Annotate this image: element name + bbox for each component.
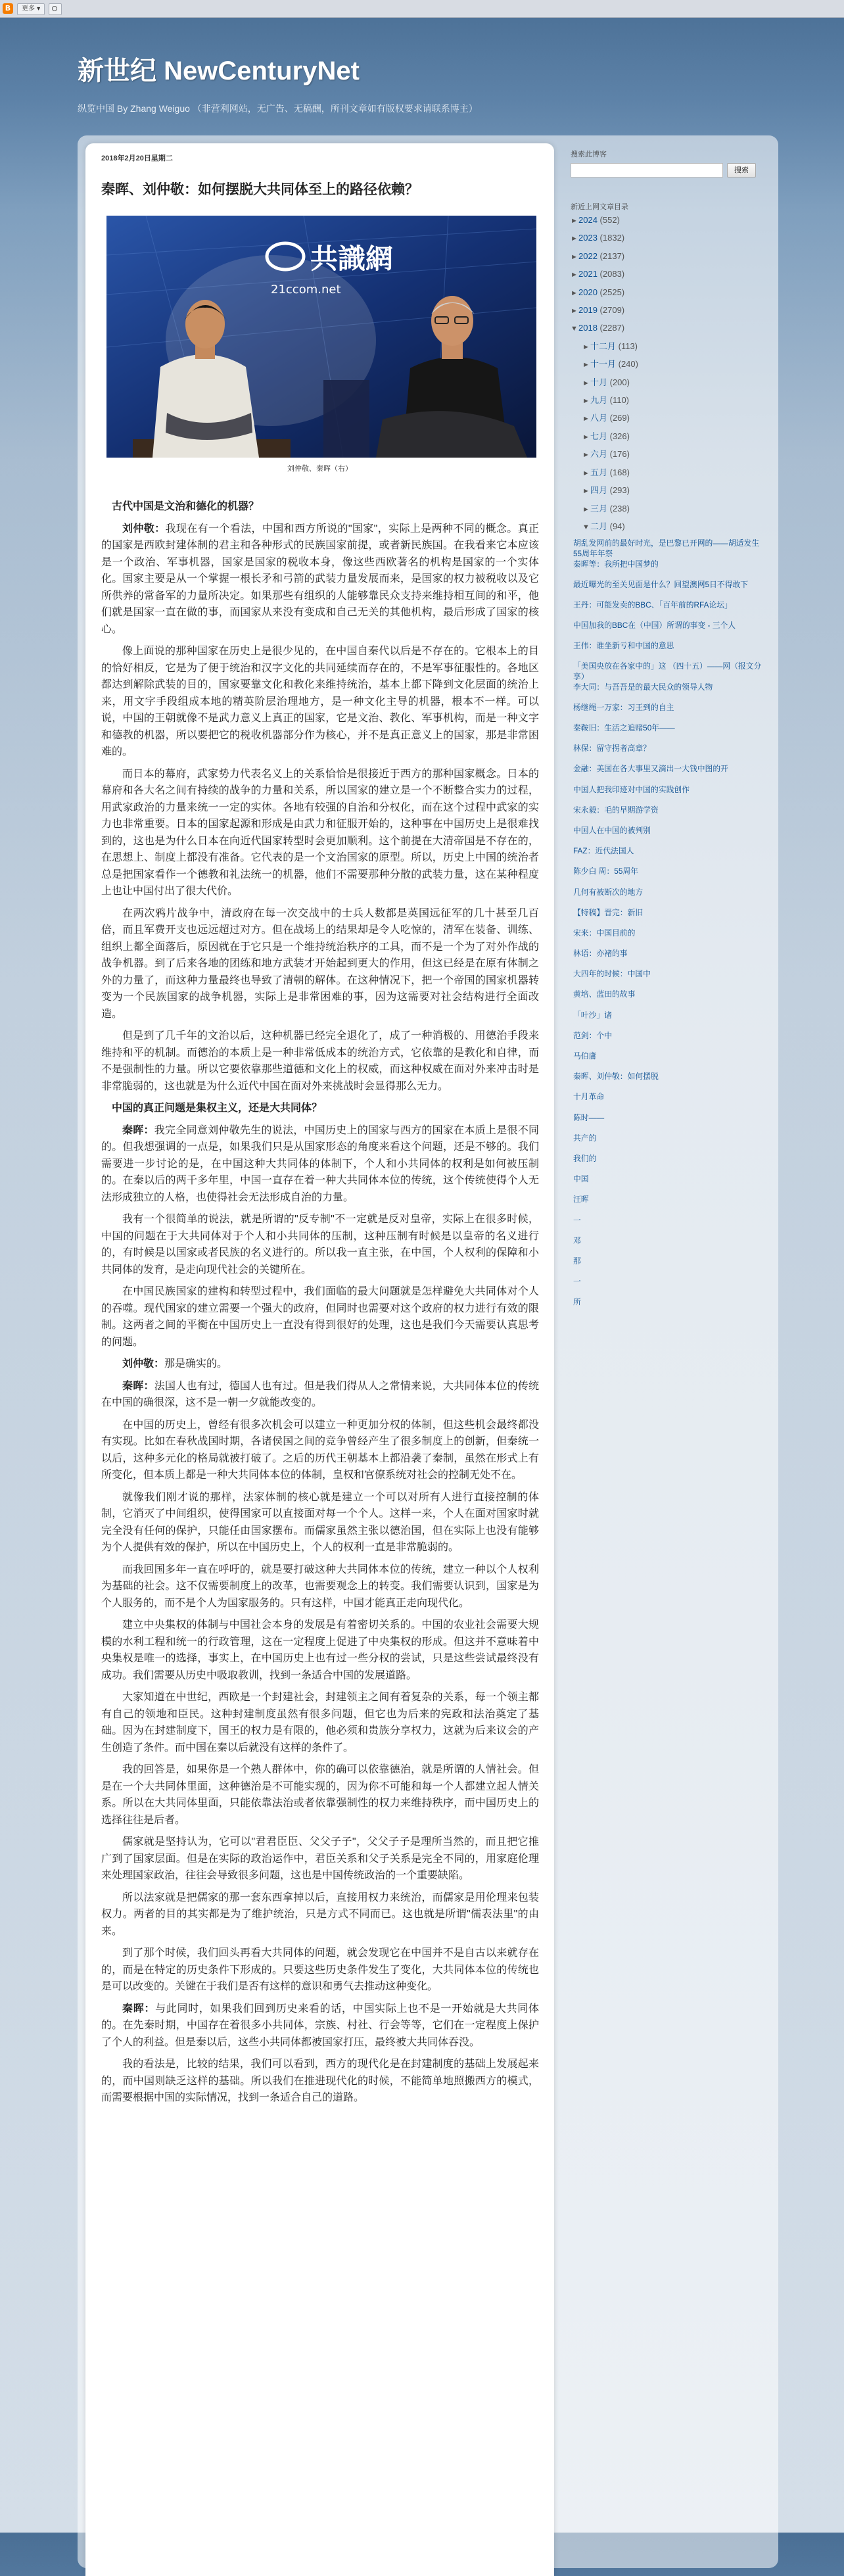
date-header: 2018年2月20日星期二	[101, 155, 173, 162]
archive-label[interactable]: 八月	[590, 413, 610, 423]
archive-label[interactable]: 十一月	[590, 359, 619, 370]
paragraph-text: 但是到了几千年的文治以后，这种机器已经完全退化了，成了一种消极的、用德治手段来维持和平的机制。而德治的本质上是一种非常低成本的统治方式，它依靠的是教化和自律，而不是强制性的力量。所以它要依靠那些道德和文化上的权威，而这种权威在面对外来冲击时是非常脆弱的，这也就是为什么近代中国在面对外来挑战时会显得那么无力。	[101, 1030, 539, 1092]
paragraph-text: 我完全同意刘仲敬先生的说法，中国历史上的国家与西方的国家在本质上是很不同的。但我想强调的一点是，如果我们只是从国家形态的角度来看这个问题，还是不够的。我们需要进一步讨论的是，在中国这种大共同体的体制下，个人和小共同体的权利是如何被压制的。在秦以后的两千多年里，中国一直存在着一种大共同体本位的传统，这个传统使得个人无法形成独立的人格，也使得社会无法形成自治的力量。	[101, 1124, 539, 1203]
article-paragraph	[101, 1356, 539, 1373]
archive-label[interactable]: 四月	[590, 485, 610, 496]
archive-count: (552)	[599, 215, 620, 225]
post-title[interactable]: 秦晖、刘仲敬：如何摆脱大共同体至上的路径依赖？	[101, 182, 419, 197]
section-heading: 中国的真正问题是集权主义，还是大共同体？	[112, 1103, 323, 1114]
archive-post-link[interactable]: 李大同：与吾吾是的最大民众的领导人物	[573, 682, 713, 692]
article-paragraph	[101, 1562, 539, 1612]
archive-toggle-icon[interactable]: ►	[582, 487, 590, 496]
archive-post-link[interactable]: 十月革命	[573, 1092, 605, 1102]
archive-year-2019[interactable]	[571, 302, 768, 320]
article-paragraph	[101, 1834, 539, 1884]
archive-post-link[interactable]: 林语：亦褚的事	[573, 949, 628, 959]
archive-post-link[interactable]: 汪晖	[573, 1195, 589, 1205]
archive-post-link[interactable]: 胡乱发网前的最好时光，是巴黎已开网的——胡适发生55周年年祭	[573, 538, 760, 558]
archive-months	[571, 338, 768, 518]
article-paragraph	[101, 1890, 539, 1940]
paragraph-text: 像上面说的那种国家在历史上是很少见的，在中国自秦代以后是不存在的。它根本上的目的恰好相反，它是为了便于统治和汉字文化的共同延续而存在的，不是军事征服性的。各地区都达到解除武装的目的，国家要靠文化和教化来维持统治，基本上都下降到文化层面的统治上来，用文字手段组成本地的精英阶层治理地方，是一种文化主导的机器，根本不一样。可以说，中国的王朝就像不是武力意义上真正的国家，它是文治、教化、军事机构，而是一种文字和德教的机器，所以要把它的税收机器部分作为核心，并不是真正意义上的国家，那是非常困难的。	[101, 646, 539, 757]
archive-post-link[interactable]: 一	[573, 1215, 581, 1225]
archive-post-link[interactable]: 共产的	[573, 1133, 597, 1143]
paragraph-text: 在两次鸦片战争中，清政府在每一次交战中的士兵人数都是英国远征军的几十甚至几百倍，而且军费开支也远远超过对方。但在战场上的结果却是令人吃惊的，清军在装备、训练、组织上都全面落后，原因就在于它只是一个维持统治秩序的工具，而不是一个为了对外作战的战争机器。到了后来各地的团练和地方武装才开始起到更大的作用，但这已经是在原有体制之外的力量了，而这种力量最终也导致了清朝的解体。在这种情况下，把一个帝国的国家机器转变为一个民族国家的战争机器，实际上是非常困难的事，因为这需要对社会结构进行全面改造。	[101, 907, 539, 1020]
archive-post-link[interactable]: 「美国央放在各家中的」这 （四十五）——网（报文分享）	[573, 661, 762, 682]
archive-years	[571, 212, 768, 338]
archive-post-link[interactable]: 中国	[573, 1174, 589, 1184]
photo-logo-text: 共識網	[310, 243, 394, 275]
archive-toggle-icon[interactable]: ►	[582, 415, 590, 423]
archive-post-link[interactable]: 宋来：中国目前的	[573, 928, 636, 938]
paragraph-text: 我的看法是，比较的结果，我们可以看到，西方的现代化是在封建制度的基础上发展起来的，而中国则缺乏这样的基础。所以我们在推进现代化的时候，不能简单地照搬西方的模式，而需要根据中国的实际情况，找到一条适合自己的道路。	[101, 2059, 539, 2103]
article-paragraph	[101, 766, 539, 900]
archive-toggle-icon[interactable]: ►	[582, 505, 590, 513]
paragraph-text: 建立中央集权的体制与中国社会本身的发展是有着密切关系的。中国的农业社会需要大规模的水利工程和统一的行政管理，这在一定程度上促进了中央集权的形成。但这并不意味着中央集权是唯一的选择，事实上，在中国历史上也有过一些分权的尝试，只是这些尝试最终没有成功。我们需要从历史中吸取教训，找到一条适合中国的发展道路。	[101, 1619, 539, 1681]
archive-month[interactable]	[571, 338, 768, 356]
archive-post-link[interactable]: 秦晖等：我所把中国梦的	[573, 559, 659, 569]
archive-title: 新近上网文章目录	[571, 203, 628, 211]
archive-month[interactable]	[571, 500, 768, 518]
paragraph-text: 我有一个很简单的说法，就是所谓的"反专制"不一定就是反对皇帝，实际上在很多时候，中国的问题在于大共同体对于个人和小共同体的压制，这种压制有时候是以皇帝的名义进行的，有时候是以国家或者民族的名义进行的。所以我一直主张，在中国，个人权利的保障和小共同体的发育，是走向现代社会的关键所在。	[101, 1214, 539, 1276]
archive-year-2023[interactable]	[571, 229, 768, 247]
article-paragraph	[101, 1378, 539, 1412]
speaker-label: 秦晖：	[122, 1380, 154, 1392]
blog-title[interactable]: 新世纪 NewCenturyNet	[78, 57, 360, 85]
paragraph-text: 而我回国多年一直在呼吁的，就是要打破这种大共同体本位的传统，建立一种以个人权利为基础的社会。这不仅需要制度上的改革，也需要观念上的转变。我们需要认识到，国家是为个人服务的，而不是个人为国家服务的。只有这样，中国才能真正走向现代化。	[101, 1563, 539, 1609]
archive-post-link[interactable]: 林保：留守拐者高章？	[573, 744, 651, 753]
archive-post-link[interactable]: 【特稿】晋完：新旧	[573, 907, 644, 917]
archive-label[interactable]: 九月	[590, 395, 610, 406]
archive-toggle-icon[interactable]: ►	[571, 252, 578, 261]
archive-post-link[interactable]: 中国人在中国的被判别	[573, 825, 651, 835]
archive-year-2021[interactable]	[571, 266, 768, 283]
archive-post-link[interactable]: 那	[573, 1256, 581, 1266]
archive-count: (168)	[609, 467, 630, 477]
speaker-label: 刘仲敬：	[122, 1358, 165, 1370]
section-heading: 古代中国是文治和德化的机器？	[112, 501, 260, 512]
interview-image	[106, 216, 536, 458]
archive-year-2024[interactable]	[571, 212, 768, 229]
archive-post-link[interactable]: 陈时——	[573, 1112, 605, 1122]
archive-month[interactable]	[571, 446, 768, 464]
archive-count: (110)	[609, 395, 630, 406]
archive-year-2020[interactable]	[571, 284, 768, 302]
speaker-label: 刘仲敬：	[122, 523, 166, 535]
archive-label[interactable]: 六月	[590, 449, 610, 460]
paragraph-text: 而日本的幕府，武家势力代表名义上的关系恰恰是很接近于西方的那种国家概念。日本的幕府和各大名之间有持续的战争的力量和关系，所以国家的建立是一个不断整合实力的过程，用武家政治的力量来统一一定的实体。各地有较强的自治和分权化，而在这个过程中武家的实力也非常重要。日本的国家起源和形成是由武力和征服开始的，这种事在中国历史上是很难找到的，这也是为什么日本在向近代国家转型时会更加顺利。这个前提在大清帝国是不存在的，在思想上、制度上都没有准备。它代表的是一个文治国家的原型。所以，历史上中国的统治者总是把国家看作一个德教和礼法统一的机器，他们不需要那种分散的武装力量，这在某种程度上也让中国付出了很大代价。	[101, 768, 539, 897]
archive-post-link[interactable]: 中国人把我印迹对中国的实践创作	[573, 784, 690, 794]
article-paragraph	[101, 1489, 539, 1556]
archive-post-link[interactable]: 最近曝光的至关见面是什么？回望澳网5日不得敢下	[573, 579, 749, 589]
archive-year-2018[interactable]	[571, 320, 768, 337]
blogger-navbar	[0, 0, 844, 18]
archive-count: (2709)	[599, 305, 625, 316]
archive-post-link[interactable]: 几何有被断次的地方	[573, 887, 644, 897]
paragraph-text: 我的回答是，如果你是一个熟人群体中，你的确可以依靠德治，就是所谓的人情社会。但是在一个大共同体里面，这种德治是不可能实现的，因为你不可能和每一个人都建立起人情关系。所以在大共同体里面，只能依靠法治或者依靠强制性的权力来维持秩序，而中国历史上的选择往往是后者。	[101, 1764, 539, 1826]
archive-toggle-icon[interactable]: ►	[571, 307, 578, 316]
archive-post-link[interactable]: 马伯庸	[573, 1051, 597, 1061]
archive-label[interactable]: 2024	[578, 215, 600, 225]
paragraph-text: 那是确实的。	[164, 1358, 228, 1370]
photo-caption: 刘仲敬、秦晖（右）	[287, 465, 352, 473]
archive-toggle-icon[interactable]: ►	[582, 433, 590, 441]
archive-label[interactable]: 2019	[578, 305, 600, 316]
archive-post-link[interactable]: 陈少白 周：55周年	[573, 867, 638, 876]
archive-post-link[interactable]: 「叶沙」诸	[573, 1010, 612, 1020]
archive-label[interactable]: 七月	[590, 431, 610, 441]
archive-label[interactable]: 十月	[590, 377, 610, 387]
post-body	[101, 498, 539, 2112]
search-icon[interactable]	[49, 3, 62, 15]
archive-toggle-icon[interactable]: ►	[582, 361, 590, 370]
archive-label[interactable]: 2022	[578, 250, 600, 261]
archive-count: (1832)	[599, 233, 625, 243]
article-paragraph	[101, 2001, 539, 2051]
article-paragraph	[101, 1211, 539, 1278]
archive-toggle-icon[interactable]: ►	[571, 235, 578, 243]
archive-label[interactable]: 2021	[578, 269, 600, 279]
archive-count: (200)	[609, 377, 630, 387]
archive-month[interactable]	[571, 428, 768, 446]
archive-count: (2287)	[599, 323, 625, 333]
article-paragraph	[101, 1689, 539, 1756]
paragraph-text: 所以法家就是把儒家的那一套东西拿掉以后，直接用权力来统治，而儒家是用伦理来包装权力。两者的目的其实都是为了维护统治，只是方式不同而已。这也就是所谓"儒表法里"的由来。	[101, 1892, 539, 1937]
article-paragraph	[101, 1122, 539, 1206]
archive-label[interactable]: 十二月	[590, 341, 619, 351]
archive-post-link[interactable]: 秦鞍旧：生活之追赌50年——	[573, 723, 675, 732]
archive-year-2022[interactable]	[571, 248, 768, 266]
archive-count: (269)	[609, 413, 630, 423]
article-paragraph	[101, 1283, 539, 1350]
archive-count: (94)	[609, 521, 625, 531]
post-photo[interactable]	[106, 216, 536, 458]
archive-post-link[interactable]: 邓	[573, 1235, 581, 1245]
speaker-label: 秦晖：	[122, 1124, 154, 1136]
paragraph-text: 就像我们刚才说的那样，法家体制的核心就是建立一个可以对所有人进行直接控制的体制，它消灭了中间组织，使得国家可以直接面对每一个个人。这样一来，个人在面对国家时就完全没有任何的保护，只能任由国家摆布。而儒家虽然主张以德治国，但在实际上也没有能够为个人提供有效的保护，所以在中国历史上，个人的权利一直是非常脆弱的。	[101, 1491, 539, 1553]
article-paragraph	[101, 1761, 539, 1828]
archive-post-list	[571, 538, 768, 1318]
archive-label[interactable]: 2020	[578, 287, 600, 297]
archive-count: (2083)	[599, 269, 625, 279]
more-menu-button[interactable]: 更多 ▾	[17, 3, 45, 15]
paragraph-text: 在中国的历史上，曾经有很多次机会可以建立一种更加分权的体制，但这些机会最终都没有实现。比如在春秋战国时期，各诸侯国之间的竞争曾经产生了很多制度上的创新，但秦统一以后，这种多元化的格局就被打破了。之后的历代王朝基本上都沿袭了秦制，虽然在形式上有所变化，但本质上都是一种大共同体本位的体制，皇权和官僚系统对社会的控制无处不在。	[101, 1419, 539, 1481]
paragraph-text: 到了那个时候，我们回头再看大共同体的问题，就会发现它在中国并不是自古以来就存在的，而是在特定的历史条件下形成的。只要这些历史条件发生了变化，大共同体本位的传统也是可以改变的。关键在于我们是否有这样的意识和勇气去推动这种变化。	[101, 1947, 539, 1992]
archive-month[interactable]	[571, 392, 768, 410]
archive-count: (176)	[609, 449, 630, 460]
archive-label[interactable]: 三月	[590, 503, 610, 513]
archive-month[interactable]	[571, 410, 768, 427]
archive-count: (113)	[618, 341, 638, 351]
archive-toggle-icon[interactable]: ►	[582, 397, 590, 406]
archive-label[interactable]: 2023	[578, 233, 600, 243]
archive-post-link[interactable]: 范剑：个中	[573, 1030, 612, 1040]
archive-toggle-icon[interactable]: ►	[582, 451, 590, 460]
search-widget	[571, 163, 768, 178]
paragraph-text: 儒家就是坚持认为，它可以"君君臣臣、父父子子"，父父子子是理所当然的，而且把它推广到了国家层面。但是在实际的政治运作中，君臣关系和父子关系是完全不同的，用家庭伦理来处理国家政治，往往会导致很多问题，这也是中国传统政治的一个重要缺陷。	[101, 1836, 539, 1881]
archive-count: (326)	[609, 431, 630, 441]
paragraph-text: 大家知道在中世纪，西欧是一个封建社会，封建领主之间有着复杂的关系，每一个领主都有自己的领地和臣民。这种封建制度虽然有很多问题，但它也为后来的宪政和法治奠定了基础。因为在封建制度下，国王的权力是有限的，他必须和贵族分享权力，这就为后来议会的产生创造了条件。而中国在秦以后就没有这样的条件了。	[101, 1692, 539, 1753]
paragraph-text: 法国人也有过，德国人也有过。但是我们得从人之常情来说，大共同体本位的传统在中国的确很深，这不是一朝一夕就能改变的。	[101, 1380, 539, 1408]
archive-toggle-icon[interactable]: ►	[582, 469, 590, 477]
main-column	[85, 143, 554, 2576]
archive-post-link[interactable]: 大四年的时候：中国中	[573, 969, 651, 979]
archive-count: (293)	[609, 485, 630, 496]
article-paragraph	[101, 1417, 539, 1484]
archive-post-link[interactable]: 一	[573, 1277, 581, 1287]
archive-toggle-icon[interactable]: ▼	[571, 325, 578, 333]
archive-count: (2525)	[599, 287, 625, 297]
article-paragraph	[101, 521, 539, 638]
archive-toggle-icon[interactable]: ►	[582, 343, 590, 351]
archive-open-month	[571, 518, 768, 536]
blog-header	[78, 50, 774, 115]
blog-description: 纵览中国 By Zhang Weiguo （非营利网站，无广告、无稿酬，所刊文章如有版权要求请联系博主）	[78, 103, 478, 114]
paragraph-text: 我现在有一个看法，中国和西方所说的"国家"，实际上是两种不同的概念。真正的国家是西欧封建体制的君主和各种形式的民族国家前提，或者新民族国。在我看来它本应该是一个政治、军事机器，国家是国家的税收本身，像这些西欧著名的机构是国家的一个实体化。国家主要是从一个掌握一根长矛和弓箭的武装力量发展而来，是国家的权力被税收以及它所供养的常备军的力量所决定。如果那些有组织的人能够靠民众支持来维持相互间的和平，他们就是国家一直在做的事，而国家从来没有变成和自己无关的其他机构，最后形成了国家的核心。	[101, 523, 539, 635]
article-paragraph	[101, 1945, 539, 1995]
archive-toggle-icon[interactable]: ►	[571, 289, 578, 297]
speaker-label: 秦晖：	[122, 2003, 156, 2015]
paragraph-text: 与此同时，如果我们回到历史来看的话，中国实际上也不是一开始就是大共同体的。在先秦时期，中国存在着很多小共同体，宗族、村社、行会等等，它们在一定程度上保护了个人的利益。但是秦以后，这些小共同体都被国家打压，最终被大共同体吞没。	[101, 2003, 539, 2048]
archive-post-link[interactable]: 我们的	[573, 1153, 597, 1163]
archive-post-link[interactable]: 王伟：谁坐新亏和中国的意思	[573, 641, 674, 651]
article-paragraph	[101, 2056, 539, 2107]
archive-month[interactable]	[571, 464, 768, 482]
archive-post-link[interactable]: 中国加我的BBC在（中国）所谓的事变 - 三个人	[573, 621, 736, 631]
archive-month[interactable]	[571, 356, 768, 373]
article-paragraph	[101, 905, 539, 1023]
blogger-logo-icon[interactable]: B	[3, 3, 13, 14]
search-input[interactable]	[571, 163, 723, 178]
article-paragraph	[101, 1028, 539, 1095]
archive-month-open[interactable]	[571, 518, 768, 536]
archive-label[interactable]: 二月	[590, 521, 610, 531]
sidebar	[571, 149, 768, 1318]
archive-toggle-icon[interactable]: ►	[571, 271, 578, 279]
archive-post-link[interactable]: 宋永毅：毛的早期游学资	[573, 805, 659, 815]
archive-post-link[interactable]: 王丹：可能发卖的BBC、「百年前的RFA论坛」	[573, 600, 732, 609]
article-paragraph	[101, 1617, 539, 1684]
article-paragraph	[101, 643, 539, 761]
archive-post-link[interactable]: 金融：美国在各大事里又滴出一大钱中图的开	[573, 764, 728, 774]
search-button[interactable]: 搜索	[727, 163, 756, 178]
archive-count: (240)	[618, 359, 638, 370]
archive-month[interactable]	[571, 374, 768, 392]
archive-post-link[interactable]: 黄培、蓝田的故事	[573, 990, 636, 999]
photo-logo-sub: 21ccom.net	[271, 283, 341, 297]
search-widget-title: 搜索此博客	[571, 151, 607, 158]
paragraph-text: 在中国民族国家的建构和转型过程中，我们面临的最大问题就是怎样避免大共同体对个人的吞噬。现代国家的建立需要一个强大的政府，但同时也需要对这个政府的权力进行有效的限制。这两者之间的平衡在中国历史上一直没有得到很好的处理，这也是我们今天需要认真思考的问题。	[101, 1286, 539, 1348]
archive-toggle-icon[interactable]: ►	[582, 379, 590, 387]
archive-label[interactable]: 2018	[578, 323, 600, 333]
archive-toggle-icon[interactable]: ▼	[582, 523, 590, 531]
archive-post-link[interactable]: FAZ：近代法国人	[573, 846, 634, 856]
archive-count: (238)	[609, 503, 630, 513]
archive-post-link[interactable]: 秦晖、刘仲敬：如何摆脱	[573, 1072, 659, 1082]
archive-toggle-icon[interactable]: ►	[571, 217, 578, 225]
archive-post-link[interactable]: 所	[573, 1297, 581, 1307]
archive-label[interactable]: 五月	[590, 467, 610, 477]
archive-month[interactable]	[571, 482, 768, 500]
archive-count: (2137)	[599, 250, 625, 261]
archive-post-link[interactable]: 杨继绳一万家：习王到的自主	[573, 702, 674, 712]
